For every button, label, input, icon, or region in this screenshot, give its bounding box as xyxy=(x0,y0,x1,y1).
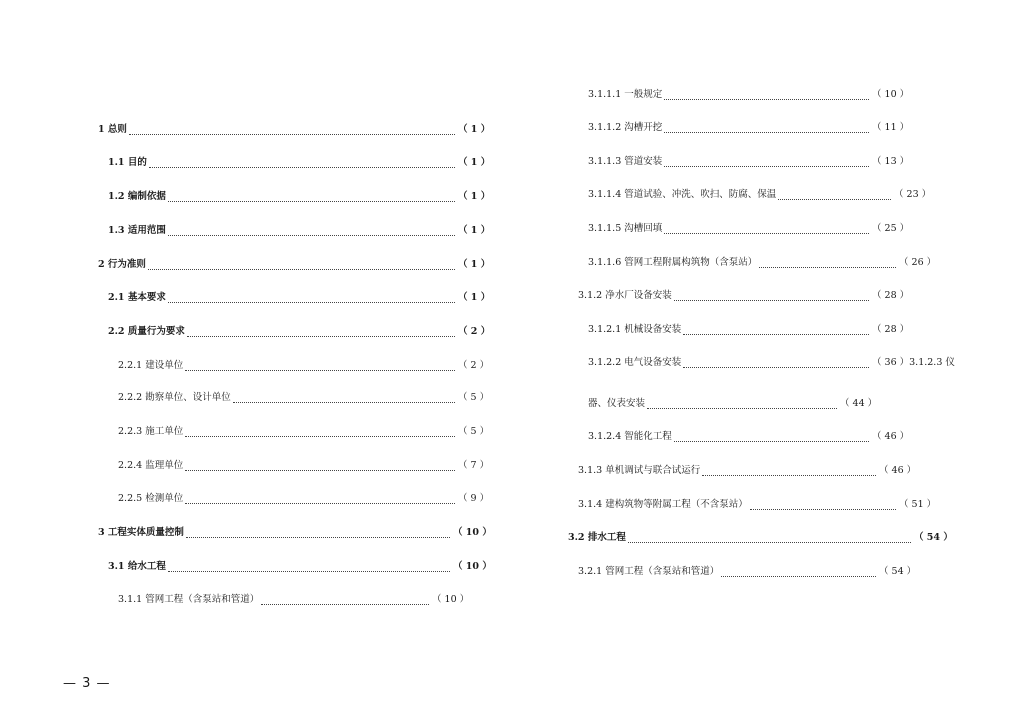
toc_left-entry xyxy=(0,359,512,373)
toc-entry-title: 3.1.2.1 机械设备安装 xyxy=(588,324,682,335)
toc_left-entry xyxy=(0,391,512,405)
toc-dot-leader xyxy=(168,563,450,572)
toc-dot-leader xyxy=(674,292,869,301)
toc-dot-leader xyxy=(233,394,455,403)
toc-entry-title: 3.1.3 单机调试与联合试运行 xyxy=(578,465,701,476)
toc-entry-page: （ 2 ） xyxy=(458,360,490,371)
toc-entry-title: 1.2 编制依据 xyxy=(108,191,166,202)
toc-entry-page: （ 7 ） xyxy=(458,460,490,471)
toc-dot-leader xyxy=(185,462,455,471)
toc-dot-leader xyxy=(186,529,450,538)
toc_right-entry xyxy=(512,222,1024,236)
toc_right-entry xyxy=(512,289,1024,303)
toc-dot-leader xyxy=(664,158,869,167)
toc-entry-title: 3.1.1.2 沟槽开挖 xyxy=(588,122,663,133)
toc-entry-title: 2.2 质量行为要求 xyxy=(108,326,185,337)
toc-dot-leader xyxy=(168,193,455,202)
toc-entry-title: 3 工程实体质量控制 xyxy=(98,527,184,538)
toc-entry-title: 2.1 基本要求 xyxy=(108,292,166,303)
toc_left-entry xyxy=(0,526,512,540)
toc-dot-leader xyxy=(647,400,837,409)
toc-dot-leader xyxy=(168,294,455,303)
toc_right-entry xyxy=(512,397,1024,411)
toc-entry-title: 3.1.1.3 管道安装 xyxy=(588,156,663,167)
toc-entry-title: 3.1.2.2 电气设备安装 xyxy=(588,357,682,368)
toc-dot-leader xyxy=(664,91,869,100)
toc-dot-leader xyxy=(674,433,869,442)
toc-entry-page: （ 1 ） xyxy=(458,124,491,135)
toc_left-entry xyxy=(0,492,512,506)
toc_right-entry xyxy=(512,464,1024,478)
toc-entry-title: 3.1.2.4 智能化工程 xyxy=(588,431,672,442)
toc-entry-title: 器、仪表安装 xyxy=(588,398,646,409)
toc-entry-title: 3.1.1.4 管道试验、冲洗、吹扫、防腐、保温 xyxy=(588,189,777,200)
toc_left-entry xyxy=(0,459,512,473)
toc-entry-page: （ 23 ） xyxy=(894,189,932,200)
toc-dot-leader xyxy=(185,428,455,437)
toc-entry-title: 1.3 适用范围 xyxy=(108,225,166,236)
toc_right-entry xyxy=(512,356,1024,370)
toc_left-entry xyxy=(0,425,512,439)
toc-entry-title: 2.2.2 勘察单位、设计单位 xyxy=(118,392,231,403)
toc_left-entry xyxy=(0,190,512,204)
toc-dot-leader xyxy=(664,225,869,234)
toc-entry-page: （ 1 ） xyxy=(458,191,491,202)
page-number: — 3 — xyxy=(63,676,111,691)
toc_right-entry xyxy=(512,498,1024,512)
toc-entry-title: 2.2.3 施工单位 xyxy=(118,426,184,437)
toc_right-entry xyxy=(512,256,1024,270)
toc-dot-leader xyxy=(759,259,896,268)
toc_left-entry xyxy=(0,156,512,170)
toc-dot-leader xyxy=(149,159,455,168)
toc-entry-title: 2.2.5 检测单位 xyxy=(118,493,184,504)
toc-entry-page: （ 10 ） xyxy=(453,561,492,572)
toc-dot-leader xyxy=(721,568,876,577)
toc_left-entry xyxy=(0,560,512,574)
toc_left-entry xyxy=(0,325,512,339)
toc-entry-page: （ 46 ） xyxy=(879,465,917,476)
toc-entry-page: （ 36 ）3.1.2.3 仪 xyxy=(872,357,955,368)
toc-entry-title: 3.2.1 管网工程（含泵站和管道） xyxy=(578,566,720,577)
toc-entry-title: 3.2 排水工程 xyxy=(568,532,626,543)
toc-entry-title: 2.2.4 监理单位 xyxy=(118,460,184,471)
toc-entry-page: （ 1 ） xyxy=(458,157,491,168)
toc_right-entry xyxy=(512,531,1024,545)
toc-entry-page: （ 13 ） xyxy=(872,156,910,167)
toc-entry-page: （ 1 ） xyxy=(458,292,491,303)
toc-entry-title: 2.2.1 建设单位 xyxy=(118,360,184,371)
toc-entry-page: （ 25 ） xyxy=(872,223,910,234)
toc-entry-page: （ 1 ） xyxy=(458,225,491,236)
toc_right-entry xyxy=(512,188,1024,202)
toc-entry-page: （ 5 ） xyxy=(458,392,490,403)
toc-entry-page: （ 46 ） xyxy=(872,431,910,442)
toc-entry-title: 3.1 给水工程 xyxy=(108,561,166,572)
toc-dot-leader xyxy=(148,261,455,270)
toc-dot-leader xyxy=(664,124,869,133)
toc_right-entry xyxy=(512,430,1024,444)
toc-entry-page: （ 10 ） xyxy=(872,89,910,100)
toc-entry-title: 1 总则 xyxy=(98,124,127,135)
toc-entry-page: （ 10 ） xyxy=(453,527,492,538)
toc-entry-title: 3.1.2 净水厂设备安装 xyxy=(578,290,672,301)
toc-entry-title: 1.1 目的 xyxy=(108,157,147,168)
toc_left-entry xyxy=(0,593,512,607)
toc_right-entry xyxy=(512,323,1024,337)
toc-dot-leader xyxy=(778,191,891,200)
toc-entry-title: 2 行为准则 xyxy=(98,259,146,270)
toc-entry-page: （ 10 ） xyxy=(432,594,470,605)
toc-entry-page: （ 28 ） xyxy=(872,324,910,335)
toc-entry-page: （ 51 ） xyxy=(899,499,937,510)
toc-dot-leader xyxy=(683,326,869,335)
toc_right-entry xyxy=(512,88,1024,102)
toc-dot-leader xyxy=(187,328,455,337)
toc-dot-leader xyxy=(261,596,429,605)
toc-entry-title: 3.1.1 管网工程（含泵站和管道） xyxy=(118,594,260,605)
toc_right-entry xyxy=(512,565,1024,579)
toc_left-entry xyxy=(0,291,512,305)
toc-entry-page: （ 26 ） xyxy=(899,257,937,268)
toc_left-entry xyxy=(0,224,512,238)
toc-entry-page: （ 5 ） xyxy=(458,426,490,437)
toc-entry-title: 3.1.4 建构筑物等附属工程（不含泵站） xyxy=(578,499,748,510)
toc-dot-leader xyxy=(168,227,455,236)
toc-dot-leader xyxy=(702,467,876,476)
toc-entry-title: 3.1.1.1 一般规定 xyxy=(588,89,663,100)
toc-dot-leader xyxy=(185,362,455,371)
toc-dot-leader xyxy=(129,126,455,135)
toc-entry-page: （ 2 ） xyxy=(458,326,491,337)
toc-dot-leader xyxy=(628,534,911,543)
toc-entry-title: 3.1.1.6 管网工程附属构筑物（含泵站） xyxy=(588,257,758,268)
toc_right-entry xyxy=(512,121,1024,135)
toc-entry-page: （ 54 ） xyxy=(879,566,917,577)
toc-dot-leader xyxy=(683,359,869,368)
toc_left-entry xyxy=(0,123,512,137)
toc_left-entry xyxy=(0,258,512,272)
toc-entry-page: （ 1 ） xyxy=(458,259,491,270)
toc-entry-page: （ 54 ） xyxy=(914,532,953,543)
toc-entry-title: 3.1.1.5 沟槽回填 xyxy=(588,223,663,234)
toc-entry-page: （ 11 ） xyxy=(872,122,910,133)
toc-entry-page: （ 44 ） xyxy=(840,398,878,409)
toc_right-entry xyxy=(512,155,1024,169)
toc-entry-page: （ 28 ） xyxy=(872,290,910,301)
toc-entry-page: （ 9 ） xyxy=(458,493,490,504)
toc-dot-leader xyxy=(185,495,455,504)
toc-dot-leader xyxy=(750,501,896,510)
